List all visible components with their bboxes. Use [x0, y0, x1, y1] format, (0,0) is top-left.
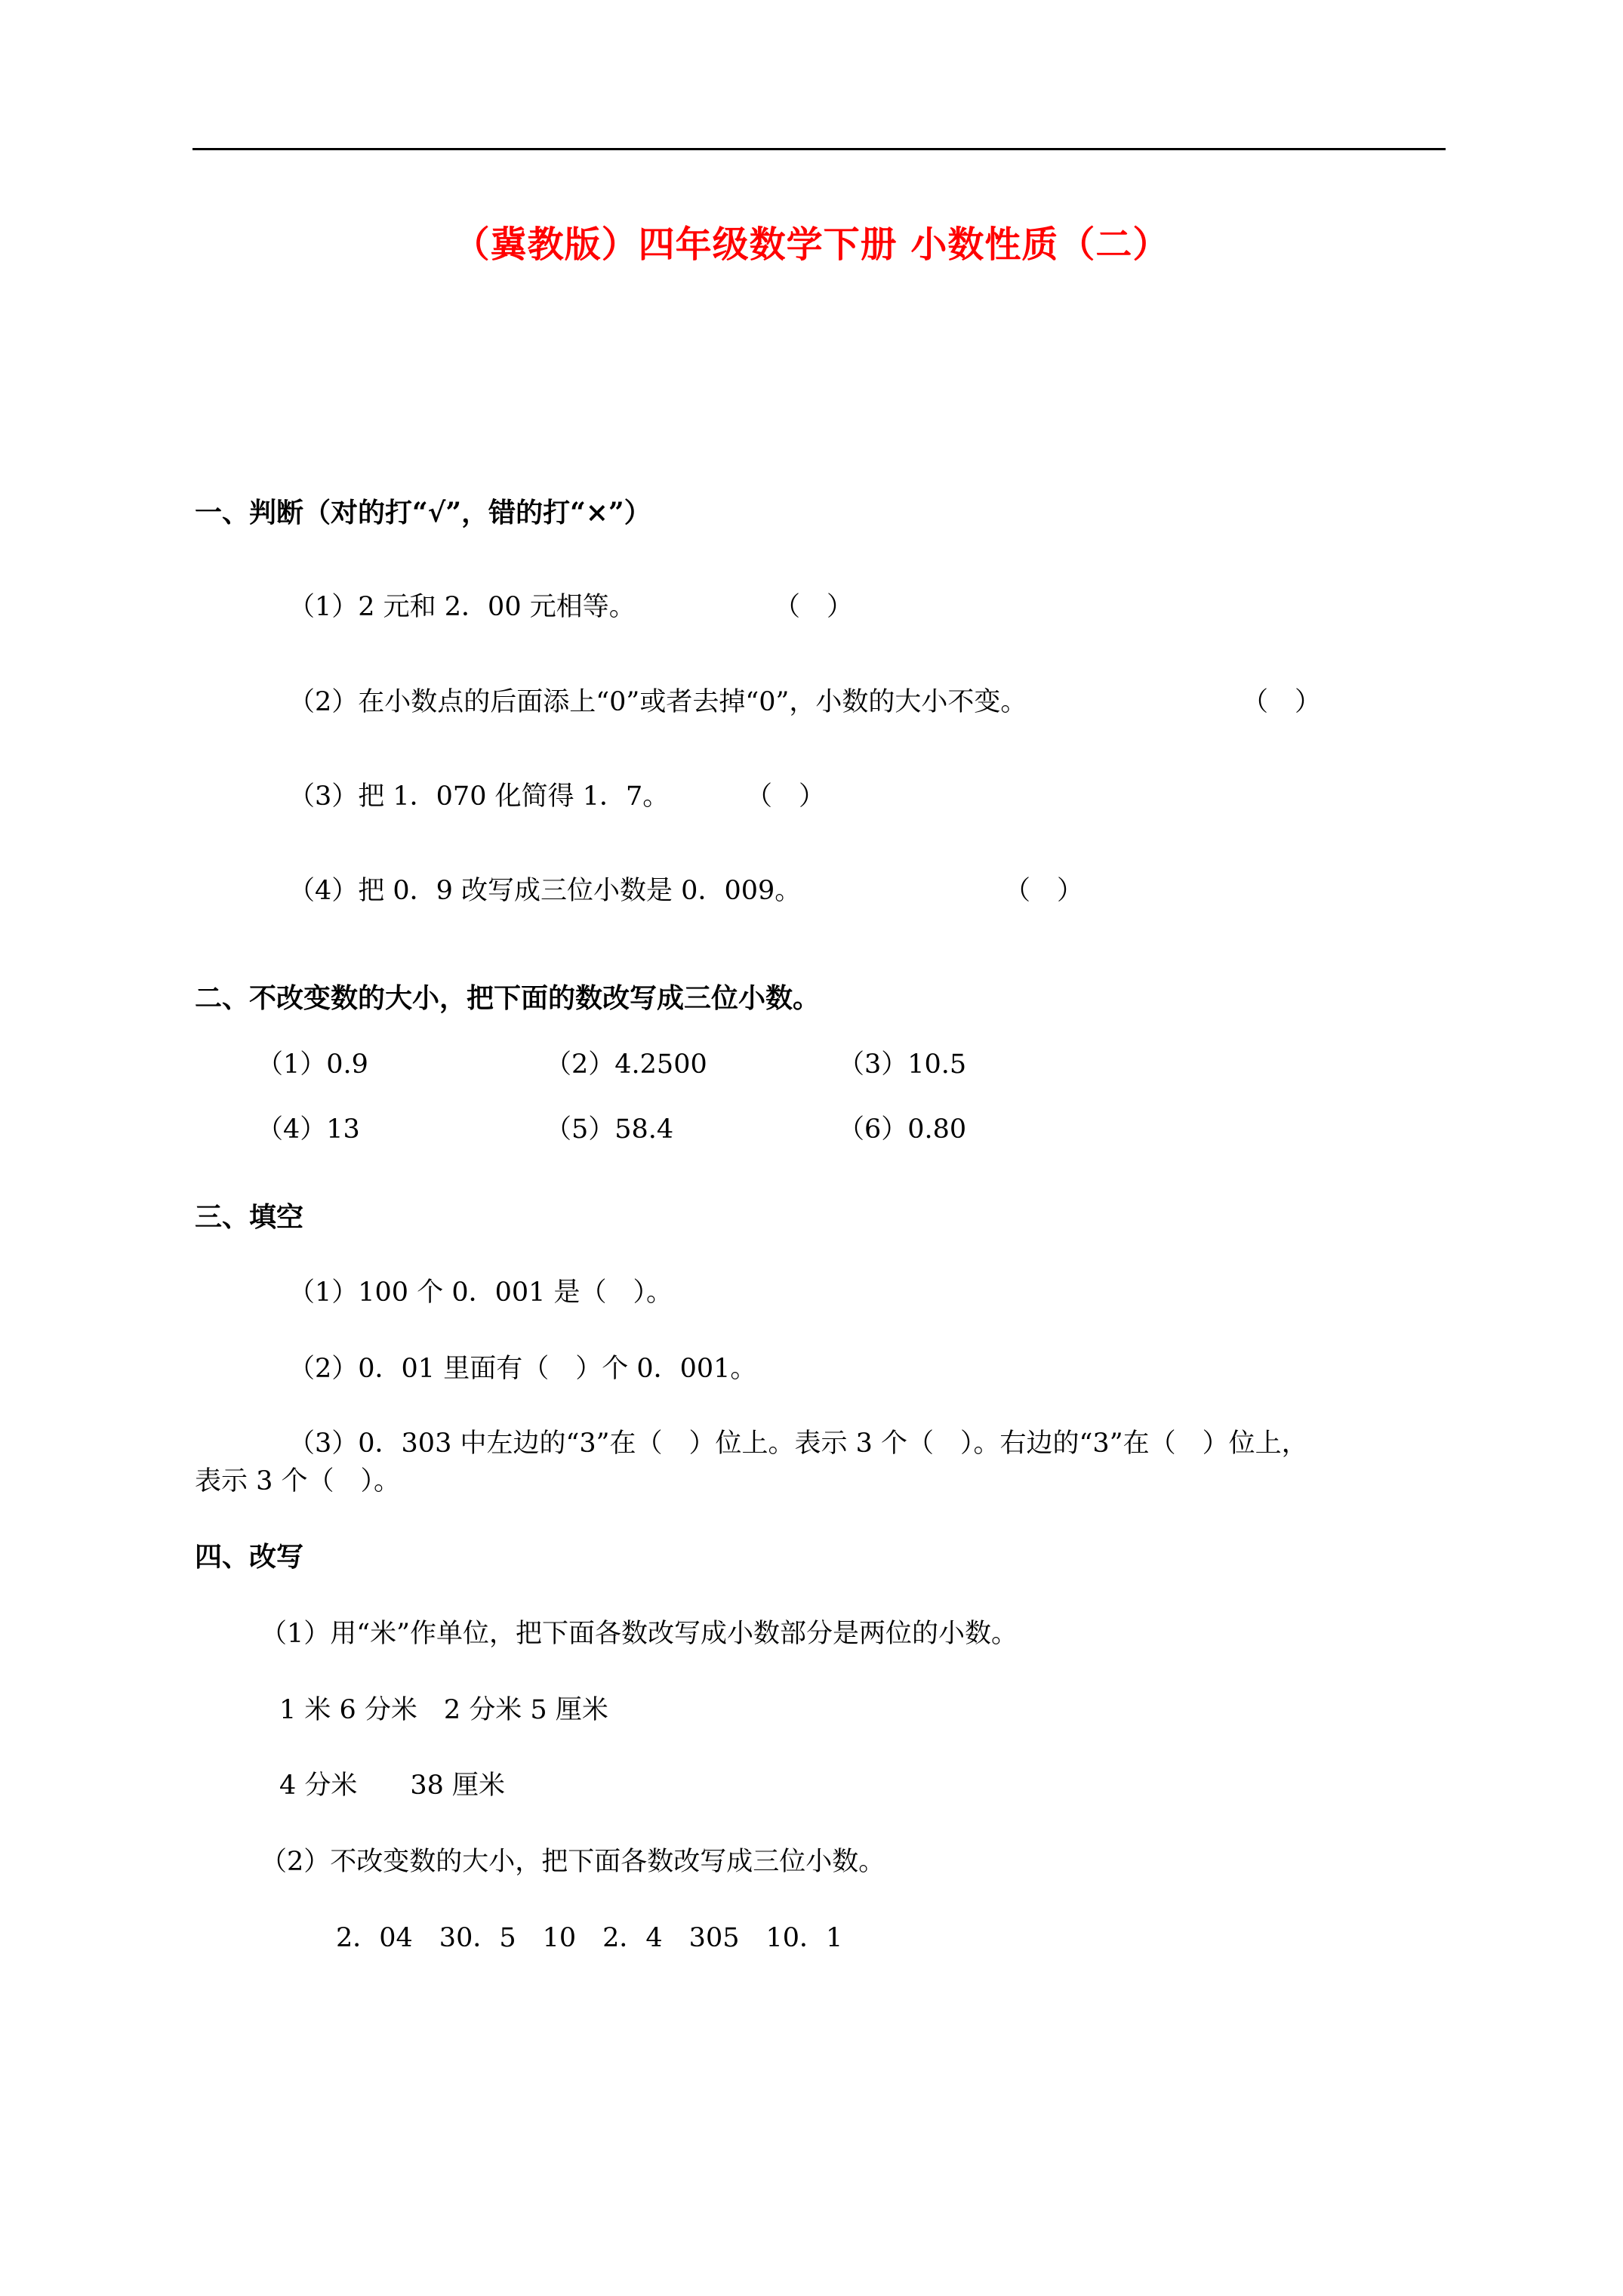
rewrite-item-6: （6）0.80 [838, 1114, 967, 1145]
rewrite-item-1: （1）0.9 [257, 1049, 368, 1080]
fill-item-3-continued: 表示 3 个（ ）。 [195, 1466, 401, 1496]
convert-sub-2: （2）不改变数的大小，把下面各数改写成三位小数。 [260, 1847, 885, 1877]
fill-item-3: （3）0．303 中左边的“3”在（ ）位上。表示 3 个（ ）。右边的“3”在（ ）位上， [288, 1428, 1308, 1459]
judge-item-3: （3）把 1．070 化简得 1．7。 [288, 781, 670, 812]
convert-row-3: 2．04 30．5 10 2．4 305 10．1 [336, 1923, 843, 1953]
page-title: （冀教版）四年级数学下册 小数性质（二） [453, 223, 1170, 266]
header-rule [192, 148, 1446, 150]
rewrite-item-3: （3）10.5 [838, 1049, 967, 1080]
judge-item-1-blank[interactable]: （ ） [774, 592, 854, 622]
judge-item-4: （4）把 0．9 改写成三位小数是 0．009。 [288, 876, 802, 906]
convert-sub-1: （1）用“米”作单位，把下面各数改写成小数部分是两位的小数。 [260, 1619, 1018, 1649]
rewrite-item-5: （5）58.4 [545, 1114, 674, 1145]
fill-item-2: （2）0．01 里面有（ ）个 0．001。 [288, 1354, 757, 1384]
judge-item-1: （1）2 元和 2．00 元相等。 [288, 592, 636, 622]
convert-row-1: 1 米 6 分米 2 分米 5 厘米 [279, 1695, 608, 1725]
judge-item-2: （2）在小数点的后面添上“0”或者去掉“0”，小数的大小不变。 [288, 687, 1027, 717]
judge-item-2-blank[interactable]: （ ） [1242, 687, 1322, 717]
judge-item-3-blank[interactable]: （ ） [746, 781, 826, 812]
fill-item-1: （1）100 个 0．001 是（ ）。 [288, 1277, 673, 1308]
section-4-heading: 四、改写 [195, 1541, 304, 1573]
section-1-heading: 一、判断（对的打“√”，错的打“×”） [195, 497, 651, 529]
rewrite-item-4: （4）13 [257, 1114, 360, 1145]
judge-item-4-blank[interactable]: （ ） [1004, 876, 1084, 906]
section-3-heading: 三、填空 [195, 1201, 304, 1233]
convert-row-2: 4 分米 38 厘米 [279, 1771, 506, 1801]
section-2-heading: 二、不改变数的大小，把下面的数改写成三位小数。 [195, 982, 821, 1014]
rewrite-item-2: （2）4.2500 [545, 1049, 707, 1080]
